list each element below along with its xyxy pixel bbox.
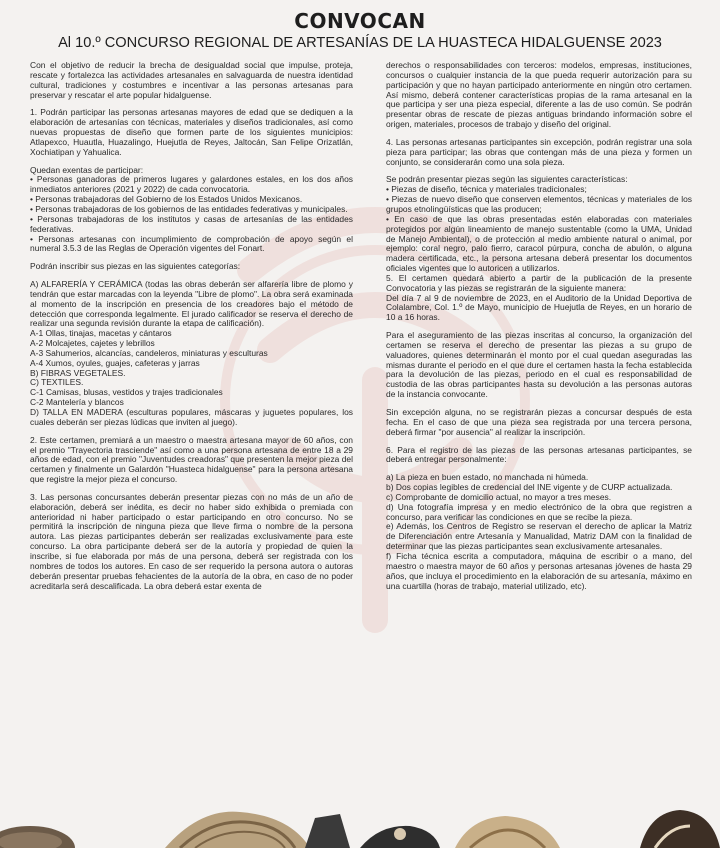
section-2-paragraph: 2. Este certamen, premiará a un maestro o maestra artesana mayor de 60 años, con el premio "Trayectoria trasciende" así como a una persona artesana de entre 18 a 29 años de edad, con el premio "Juventudes creadoras" que presenten la mejor pieza del certamen y finalmente un Galardón "Huasteca hidalguense" para la persona artesana que registre la mejor pieza el concurso. [30, 434, 353, 485]
page-title: CONVOCAN [294, 9, 426, 33]
footer-ceramic-vase-icon [455, 816, 560, 848]
section-3-paragraph: 3. Las personas concursantes deberán presentar piezas con no más de un año de elaboración, deberá ser inédita, es decir no haber sido exhibida o premiada con anterioridad ni haber participado o estar participando en otro concurso. No se permitirá la inscripción de ninguna pieza que lleve firma o nombre de la persona autora. Las piezas participantes deberán ser realizadas exclusivamente para este concurso. La obra participante deberá ser de la autoría y propiedad de quien la inscribe, si fue elaborada por más de una persona, deberá ser registrada con los nombres de todos los autores. En caso de ser requerido la persona autora o autoras deberán presentar pruebas fehacientes de la autoría de la obra, en caso de no poder acreditarla será descalificada. La obra deberá estar exenta de [30, 491, 353, 591]
left-column [30, 61, 353, 806]
categories-list: A) ALFARERÍA Y CERÁMICA (todas las obras deberán ser alfarería libre de plomo y tendrán que estar marcadas con la leyenda "Libre de plomo". La obra será examinada al momento de la inscripción en presencia de los creadores bajo el método de detección que corresponda legalmente. El jurado calificador se reserva el derecho de realizar una segunda revisión durante la etapa de calificación). A-1 Ollas, tinajas, macetas y cántaros A-2 Molcajetes, cajetes y lebrillos A-3 Sahumerios, alcancías, candeleros, miniaturas y esculturas A-4 Xumos, oyules, guajes, cafeteras y jarras B) FIBRAS VEGETALES. C) TEXTILES. C-1 Camisas, blusas, vestidos y trajes tradicionales C-2 Mantelería y blancos D) TALLA EN MADERA (esculturas populares, máscaras y juguetes populares, los cuales deberán ser piezas lúdicas que inviten al juego). [30, 279, 353, 427]
page-subtitle: Al 10.º CONCURSO REGIONAL DE ARTESANÍAS DE LA HUASTECA HIDALGUENSE 2023 [58, 35, 662, 51]
categories-intro: Podrán inscribir sus piezas en las siguientes categorías: [30, 261, 241, 272]
footer-artwork [0, 808, 720, 848]
section-4-paragraph: 4. Las personas artesanas participantes sin excepción, podrán registrar una sola pieza para participar; las obras que contengan más de una pieza y formen un conjunto, se considerarán como una sola pieza. [386, 136, 692, 167]
section-6-paragraph: 6. Para el registro de las piezas de las personas artesanas participantes, se deberá entregar personalmente: [386, 444, 692, 465]
section-3-continued: derechos o responsabilidades con terceros: modelos, empresas, instituciones, concursos o cualquier instancia de la que pueda requerir autorización para su participación y que no hayan participado anteriormente en ningún otro certamen. Así mismo, deberá contener características propias de la rama artesanal en la que participa y ser una pieza especial, diferente a las de uso común. Se podrán presentar obras de rescate de piezas antiguas brindando información sobre el origen, materiales, procesos de trabajo y diseño del original. [386, 61, 692, 130]
right-column [386, 61, 692, 806]
footer-textile-icon [305, 814, 440, 848]
insurance-paragraph: Para el aseguramiento de las piezas inscritas al concurso, la organización del certamen se reserva el derecho de presentar las piezas a su grupo de valuadores, quienes determinarán el monto por el cual quedan aseguradas las mismas durante el periodo en el que dure el certamen hasta la fecha establecida para la devolución de las piezas, periodo en el cual es responsabilidad de custodia de las obras participantes hasta su devolución a las personas autoras de la instancia convocante. [386, 330, 692, 400]
document-header [0, 10, 720, 52]
section-1-paragraph: 1. Podrán participar las personas artesanas mayores de edad que se dediquen a la elaboración de artesanías con técnicas, materiales y diseños tradicionales, así como nuevas propuestas de diseño que formen parte de los siguientes municipios: Atlapexco, Huautla, Huazalingo, Huejutla de Reyes, Jaltocán, San Felipe Orizatlán, Xochiatipan y Yahualica. [30, 107, 353, 157]
footer-craft-pot-icon [0, 826, 75, 848]
footer-woven-basket-icon [165, 812, 310, 848]
intro-paragraph: Con el objetivo de reducir la brecha de desigualdad social que impulse, proteja, rescate y fortalezca las actividades artesanales en salvaguarda de nuestra identidad cultural, tradiciones y costumbres e incentivar a las personas artesanas para preservar y rescatar el arte popular hidalguense. [30, 61, 353, 100]
exclusions-paragraph: Quedan exentas de participar: • Personas ganadoras de primeros lugares y galardones estales, en los dos años inmediatos anteriores (2021 y 2022) de cada convocatoria. • Personas trabajadoras del Gobierno de los Estados Unidos Mexicanos. • Personas trabajadoras de los gobiernos de las entidades federativas y municipales. • Personas trabajadoras de los institutos y casas de artesanías de las entidades federativas. • Personas artesanas con incumplimiento de comprobación de apoyo según el numeral 3.5.3 de las Reglas de Operación vigentes del Fonart. [30, 164, 353, 254]
characteristics-paragraph: Se podrán presentar piezas según las siguientes características: • Piezas de diseño, técnica y materiales tradicionales; • Piezas de nuevo diseño que conserven elementos, técnicas y materiales de los grupos etnolingüísticas que las producen; • En caso de que las obras presentadas estén elaboradas con materiales protegidos por algún lineamiento de manejo sustentable (como la UMA, Unidad de Manejo Ambiental), o de protección al medio ambiente natural o animal, por ejemplo: coral negro, palo fierro, caracol púrpura, concha de abulón, o alguna madera certificada, etc., la persona artesana deberá presentar los documentos oficiales vigentes que lo autoricen a utilizarlos. 5. El certamen quedará abierto a partir de la publicación de la presente Convocatoria y las piezas se registrarán de la siguiente manera: Del día 7 al 9 de noviembre de 2023, en el Auditorio de la Unidad Deportiva de Colalambre, Col. 1.º de Mayo, municipio de Huejutla de Reyes, en un horario de 10 a 16 horas. [386, 174, 692, 323]
footer-mask-icon [640, 810, 720, 848]
requirements-list: a) La pieza en buen estado, no manchada ni húmeda. b) Dos copias legibles de credencial del INE vigente y de CURP actualizada. c) Comprobante de domicilio actual, no mayor a tres meses. d) Una fotografía impresa y en medio electrónico de la obra que registren a concurso, para verificar las condiciones en que se recibe la pieza. e) Además, los Centros de Registro se reservan el derecho de aplicar la Matriz de Diferenciación entre Artesanía y Manualidad, Matriz DAM con la finalidad de determinar que las piezas participantes sean exclusivamente artesanales. f) Ficha técnica escrita a computadora, máquina de escribir o a mano, del maestro o maestra mayor de 60 años y personas artesanas jóvenes de hasta 29 años, que incluya el procedimiento en la elaboración de su artesanía, máximo en una cuartilla (horas de trabajo, material utilizado, etc). [386, 472, 692, 591]
registration-deadline-paragraph: Sin excepción alguna, no se registrarán piezas a concursar después de esta fecha. En el caso de que una pieza sea registrada por una tercera persona, deberá firmar "por ausencia" al realizar la inscripción. [386, 407, 692, 437]
